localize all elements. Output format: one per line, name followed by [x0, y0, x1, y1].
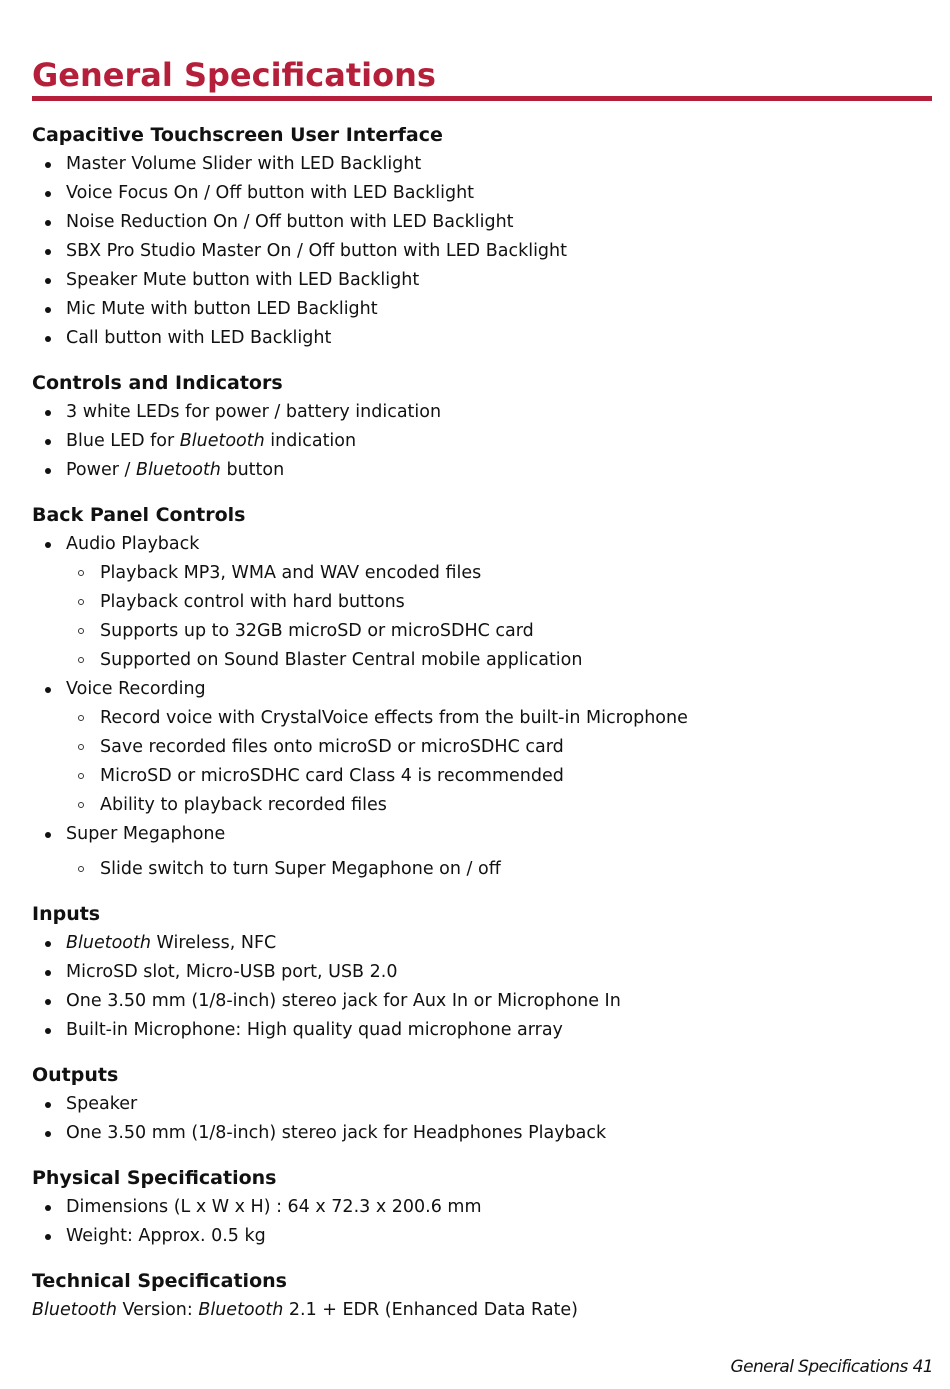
circle-bullet-icon: [78, 599, 84, 605]
list-item: [32, 179, 932, 208]
page-title: General Specifications: [32, 56, 436, 94]
list-item-text-suffix: indication: [264, 431, 357, 451]
megaphone-sub-list: [32, 855, 932, 884]
circle-bullet-icon: [78, 773, 84, 779]
section-heading-physical: Physical Specifications: [32, 1167, 277, 1189]
back-panel-list: [32, 530, 932, 884]
list-group-audio: [32, 530, 932, 675]
sub-list-item-text: Supported on Sound Blaster Central mobile application: [100, 650, 583, 670]
section-heading-technical: Technical Specifications: [32, 1270, 287, 1292]
list-item-text: Voice Recording: [66, 679, 206, 699]
sub-list-item: [32, 791, 932, 820]
sub-list-item: [32, 704, 932, 733]
bullet-icon: [45, 278, 51, 284]
bullet-icon: [45, 1028, 51, 1034]
list-item: [32, 237, 932, 266]
controls-list: [32, 398, 932, 485]
list-item-text-suffix: Wireless, NFC: [150, 933, 277, 953]
list-item: [32, 1016, 932, 1045]
bullet-icon: [45, 1234, 51, 1240]
bluetooth-italic: Bluetooth: [66, 933, 151, 953]
list-group-voice: [32, 675, 932, 820]
sub-list-item: [32, 762, 932, 791]
technical-spec-line: [32, 1296, 932, 1325]
list-item: [32, 1090, 932, 1119]
list-item-text: Audio Playback: [66, 534, 200, 554]
bluetooth-italic: Bluetooth: [135, 460, 221, 480]
bullet-icon: [45, 542, 51, 548]
outputs-list: [32, 1090, 932, 1148]
list-item-text: One 3.50 mm (1/8-inch) stereo jack for Aux In or Microphone In: [66, 991, 621, 1011]
sub-list-item-text: Save recorded files onto microSD or microSDHC card: [100, 737, 564, 757]
sub-list-item: [32, 646, 932, 675]
list-item-text: Noise Reduction On / Off button with LED Backlight: [66, 212, 514, 232]
list-item: [32, 1119, 932, 1148]
list-item-text: Speaker: [66, 1094, 138, 1114]
list-item: [32, 820, 932, 849]
bullet-icon: [45, 1205, 51, 1211]
list-item: [32, 1193, 932, 1222]
list-group-megaphone: [32, 820, 932, 884]
list-item-text-prefix: Power /: [66, 460, 136, 480]
sub-list-item-text: Supports up to 32GB microSD or microSDHC card: [100, 621, 534, 641]
section-heading-back-panel: Back Panel Controls: [32, 504, 246, 526]
title-rule: [32, 96, 932, 101]
inputs-list: [32, 929, 932, 1045]
sub-list-item: [32, 588, 932, 617]
list-item: [32, 675, 932, 704]
section-heading-touchscreen: Capacitive Touchscreen User Interface: [32, 124, 443, 146]
list-item-text: 3 white LEDs for power / battery indication: [66, 402, 442, 422]
bullet-icon: [45, 336, 51, 342]
list-item-text: One 3.50 mm (1/8-inch) stereo jack for Headphones Playback: [66, 1123, 607, 1143]
list-item-text: SBX Pro Studio Master On / Off button with LED Backlight: [66, 241, 567, 261]
bullet-icon: [45, 941, 51, 947]
list-item-text: Weight: Approx. 0.5 kg: [66, 1226, 266, 1246]
circle-bullet-icon: [78, 866, 84, 872]
list-item: [32, 958, 932, 987]
bullet-icon: [45, 1131, 51, 1137]
list-item-text: Dimensions (L x W x H) : 64 x 72.3 x 200.6 mm: [66, 1197, 482, 1217]
bullet-icon: [45, 832, 51, 838]
list-item-text: Mic Mute with button LED Backlight: [66, 299, 378, 319]
section-heading-inputs: Inputs: [32, 903, 101, 925]
bullet-icon: [45, 307, 51, 313]
sub-list-item-text: MicroSD or microSDHC card Class 4 is recommended: [100, 766, 564, 786]
list-item: [32, 266, 932, 295]
sub-list-item-text: Playback control with hard buttons: [100, 592, 405, 612]
list-item-text-prefix: Blue LED for: [66, 431, 180, 451]
list-item: [32, 987, 932, 1016]
list-item-text: Super Megaphone: [66, 824, 226, 844]
sub-list-item-text: Record voice with CrystalVoice effects from the built-in Microphone: [100, 708, 688, 728]
section-heading-controls: Controls and Indicators: [32, 372, 283, 394]
technical-text-suffix: 2.1 + EDR (Enhanced Data Rate): [283, 1300, 578, 1320]
list-item-text: MicroSD slot, Micro-USB port, USB 2.0: [66, 962, 398, 982]
circle-bullet-icon: [78, 715, 84, 721]
bullet-icon: [45, 468, 51, 474]
bullet-icon: [45, 439, 51, 445]
bullet-icon: [45, 220, 51, 226]
bullet-icon: [45, 687, 51, 693]
sub-list-item: [32, 855, 932, 884]
list-item-text: Master Volume Slider with LED Backlight: [66, 154, 422, 174]
bluetooth-italic: Bluetooth: [179, 431, 265, 451]
list-item: [32, 427, 932, 456]
footer-title: General Specifications: [730, 1357, 908, 1377]
bullet-icon: [45, 249, 51, 255]
sub-list-item-text: Slide switch to turn Super Megaphone on / off: [100, 859, 501, 879]
list-item-text: Call button with LED Backlight: [66, 328, 332, 348]
physical-list: [32, 1193, 932, 1251]
touchscreen-list: [32, 150, 932, 353]
audio-sub-list: [32, 559, 932, 675]
sub-list-item-text: Playback MP3, WMA and WAV encoded files: [100, 563, 482, 583]
list-item-text-suffix: button: [220, 460, 285, 480]
list-item: [32, 295, 932, 324]
bullet-icon: [45, 999, 51, 1005]
circle-bullet-icon: [78, 657, 84, 663]
list-item: [32, 324, 932, 353]
sub-list-item-text: Ability to playback recorded files: [100, 795, 387, 815]
voice-sub-list: [32, 704, 932, 820]
list-item: [32, 208, 932, 237]
list-item-text: Voice Focus On / Off button with LED Backlight: [66, 183, 475, 203]
bullet-icon: [45, 970, 51, 976]
list-item: [32, 1222, 932, 1251]
sub-list-item: [32, 559, 932, 588]
section-heading-outputs: Outputs: [32, 1064, 119, 1086]
content: [32, 121, 932, 1325]
circle-bullet-icon: [78, 802, 84, 808]
bluetooth-italic: Bluetooth: [198, 1300, 284, 1320]
list-item-text: Speaker Mute button with LED Backlight: [66, 270, 420, 290]
bluetooth-italic: Bluetooth: [32, 1300, 117, 1320]
sub-list-item: [32, 617, 932, 646]
list-item-text: Built-in Microphone: High quality quad microphone array: [66, 1020, 563, 1040]
list-item: [32, 398, 932, 427]
page-footer: [731, 1357, 933, 1377]
bullet-icon: [45, 191, 51, 197]
circle-bullet-icon: [78, 570, 84, 576]
circle-bullet-icon: [78, 628, 84, 634]
bullet-icon: [45, 1102, 51, 1108]
list-item: [32, 929, 932, 958]
list-item: [32, 150, 932, 179]
bullet-icon: [45, 162, 51, 168]
page-number: 41: [912, 1357, 933, 1377]
list-item: [32, 456, 932, 485]
technical-text-mid: Version:: [116, 1300, 199, 1320]
circle-bullet-icon: [78, 744, 84, 750]
bullet-icon: [45, 410, 51, 416]
sub-list-item: [32, 733, 932, 762]
list-item: [32, 530, 932, 559]
